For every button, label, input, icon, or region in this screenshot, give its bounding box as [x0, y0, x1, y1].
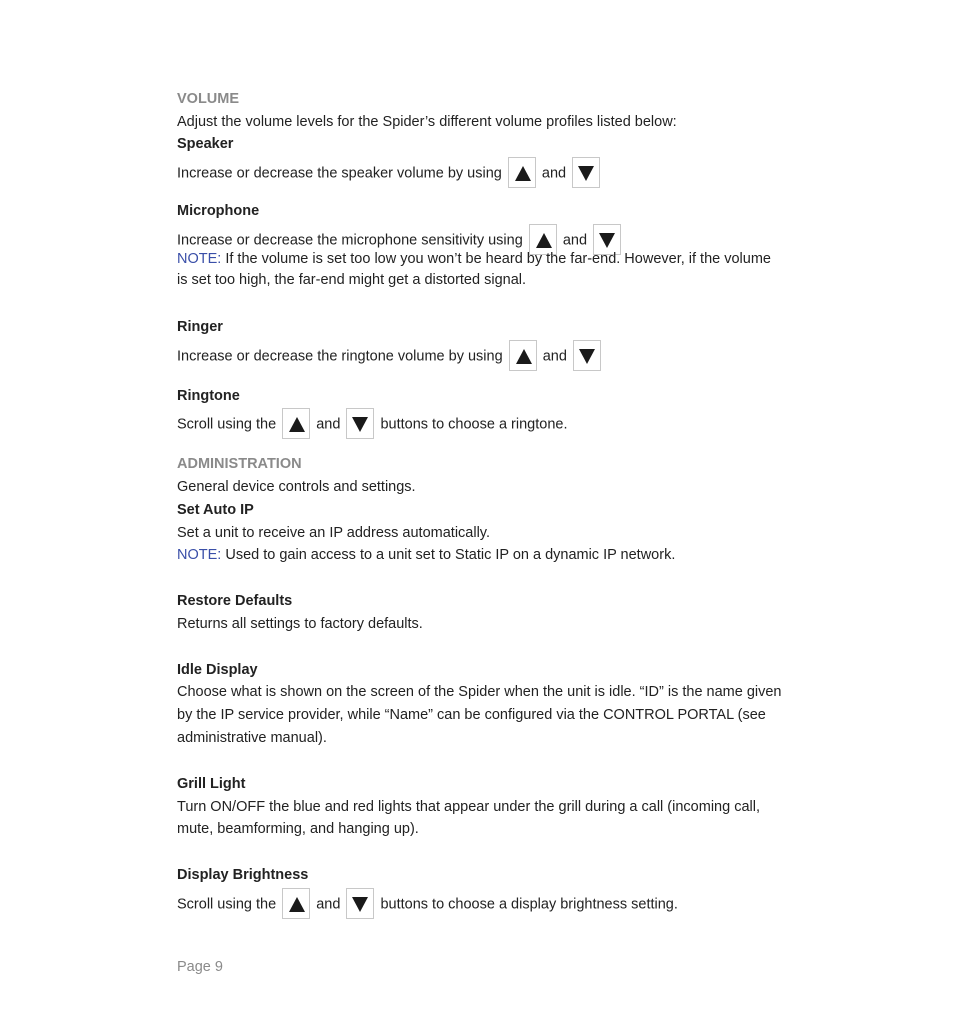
brightness-title: Display Brightness [177, 867, 309, 883]
idle-line1: Choose what is shown on the screen of the Spider when the unit is idle. “ID” is the name given [177, 684, 782, 700]
speaker-text: Increase or decrease the speaker volume by using [177, 165, 502, 182]
and-text: and [542, 348, 567, 365]
speaker-line [177, 158, 602, 189]
and-text: and [541, 165, 567, 182]
section-heading-volume: VOLUME [177, 91, 240, 107]
auto-ip-text: Set a unit to receive an IP address automatically. [177, 525, 490, 541]
microphone-text: Increase or decrease the microphone sensitivity using [177, 232, 523, 249]
note-label: NOTE: [177, 547, 222, 563]
down-arrow-icon [572, 157, 600, 188]
grill-line1: Turn ON/OFF the blue and red lights that appear under the grill during a call (incoming call, [177, 799, 760, 815]
page-number: Page 9 [177, 959, 223, 975]
restore-text: Returns all settings to factory defaults. [177, 616, 423, 632]
brightness-text: Scroll using the [177, 896, 277, 913]
note-text: Used to gain access to a unit set to Static IP on a dynamic IP network. [221, 547, 676, 563]
ringtone-text: Scroll using the [177, 416, 277, 433]
ringtone-line [177, 409, 568, 440]
note-label: NOTE: [177, 251, 222, 267]
brightness-text-after: buttons to choose a display brightness setting. [380, 896, 678, 913]
note-text: If the volume is set too low you won’t be heard by the far-end. However, if the volume [221, 251, 771, 267]
up-arrow-icon [508, 157, 536, 188]
microphone-note [177, 248, 771, 271]
administration-intro: General device controls and settings. [177, 479, 416, 495]
idle-line2: by the IP service provider, while “Name” can be configured via the CONTROL PORTAL (see [177, 707, 766, 723]
up-arrow-icon [509, 340, 537, 371]
auto-ip-title: Set Auto IP [177, 502, 254, 518]
up-arrow-icon [282, 888, 310, 919]
section-heading-administration: ADMINISTRATION [177, 456, 302, 472]
idle-line3: administrative manual). [177, 730, 327, 746]
down-arrow-icon [573, 340, 601, 371]
auto-ip-note [177, 546, 675, 564]
ringer-line [177, 341, 603, 372]
down-arrow-icon [346, 888, 374, 919]
ringer-title: Ringer [177, 319, 223, 335]
restore-title: Restore Defaults [177, 593, 293, 609]
ringtone-title: Ringtone [177, 388, 240, 404]
ringtone-text-after: buttons to choose a ringtone. [380, 416, 568, 433]
speaker-title: Speaker [177, 136, 234, 152]
volume-intro: Adjust the volume levels for the Spider’s different volume profiles listed below: [177, 114, 677, 130]
grill-title: Grill Light [177, 776, 246, 792]
and-text: and [316, 896, 341, 913]
ringer-text: Increase or decrease the ringtone volume by using [177, 348, 503, 365]
and-text: and [316, 416, 341, 433]
idle-title: Idle Display [177, 662, 258, 678]
grill-line2: mute, beamforming, and hanging up). [177, 821, 419, 837]
up-arrow-icon [282, 408, 310, 439]
and-text: and [562, 232, 588, 249]
brightness-line [177, 889, 678, 920]
down-arrow-icon [346, 408, 374, 439]
microphone-note-line2: is set too high, the far-end might get a distorted signal. [177, 272, 527, 288]
microphone-title: Microphone [177, 203, 260, 219]
